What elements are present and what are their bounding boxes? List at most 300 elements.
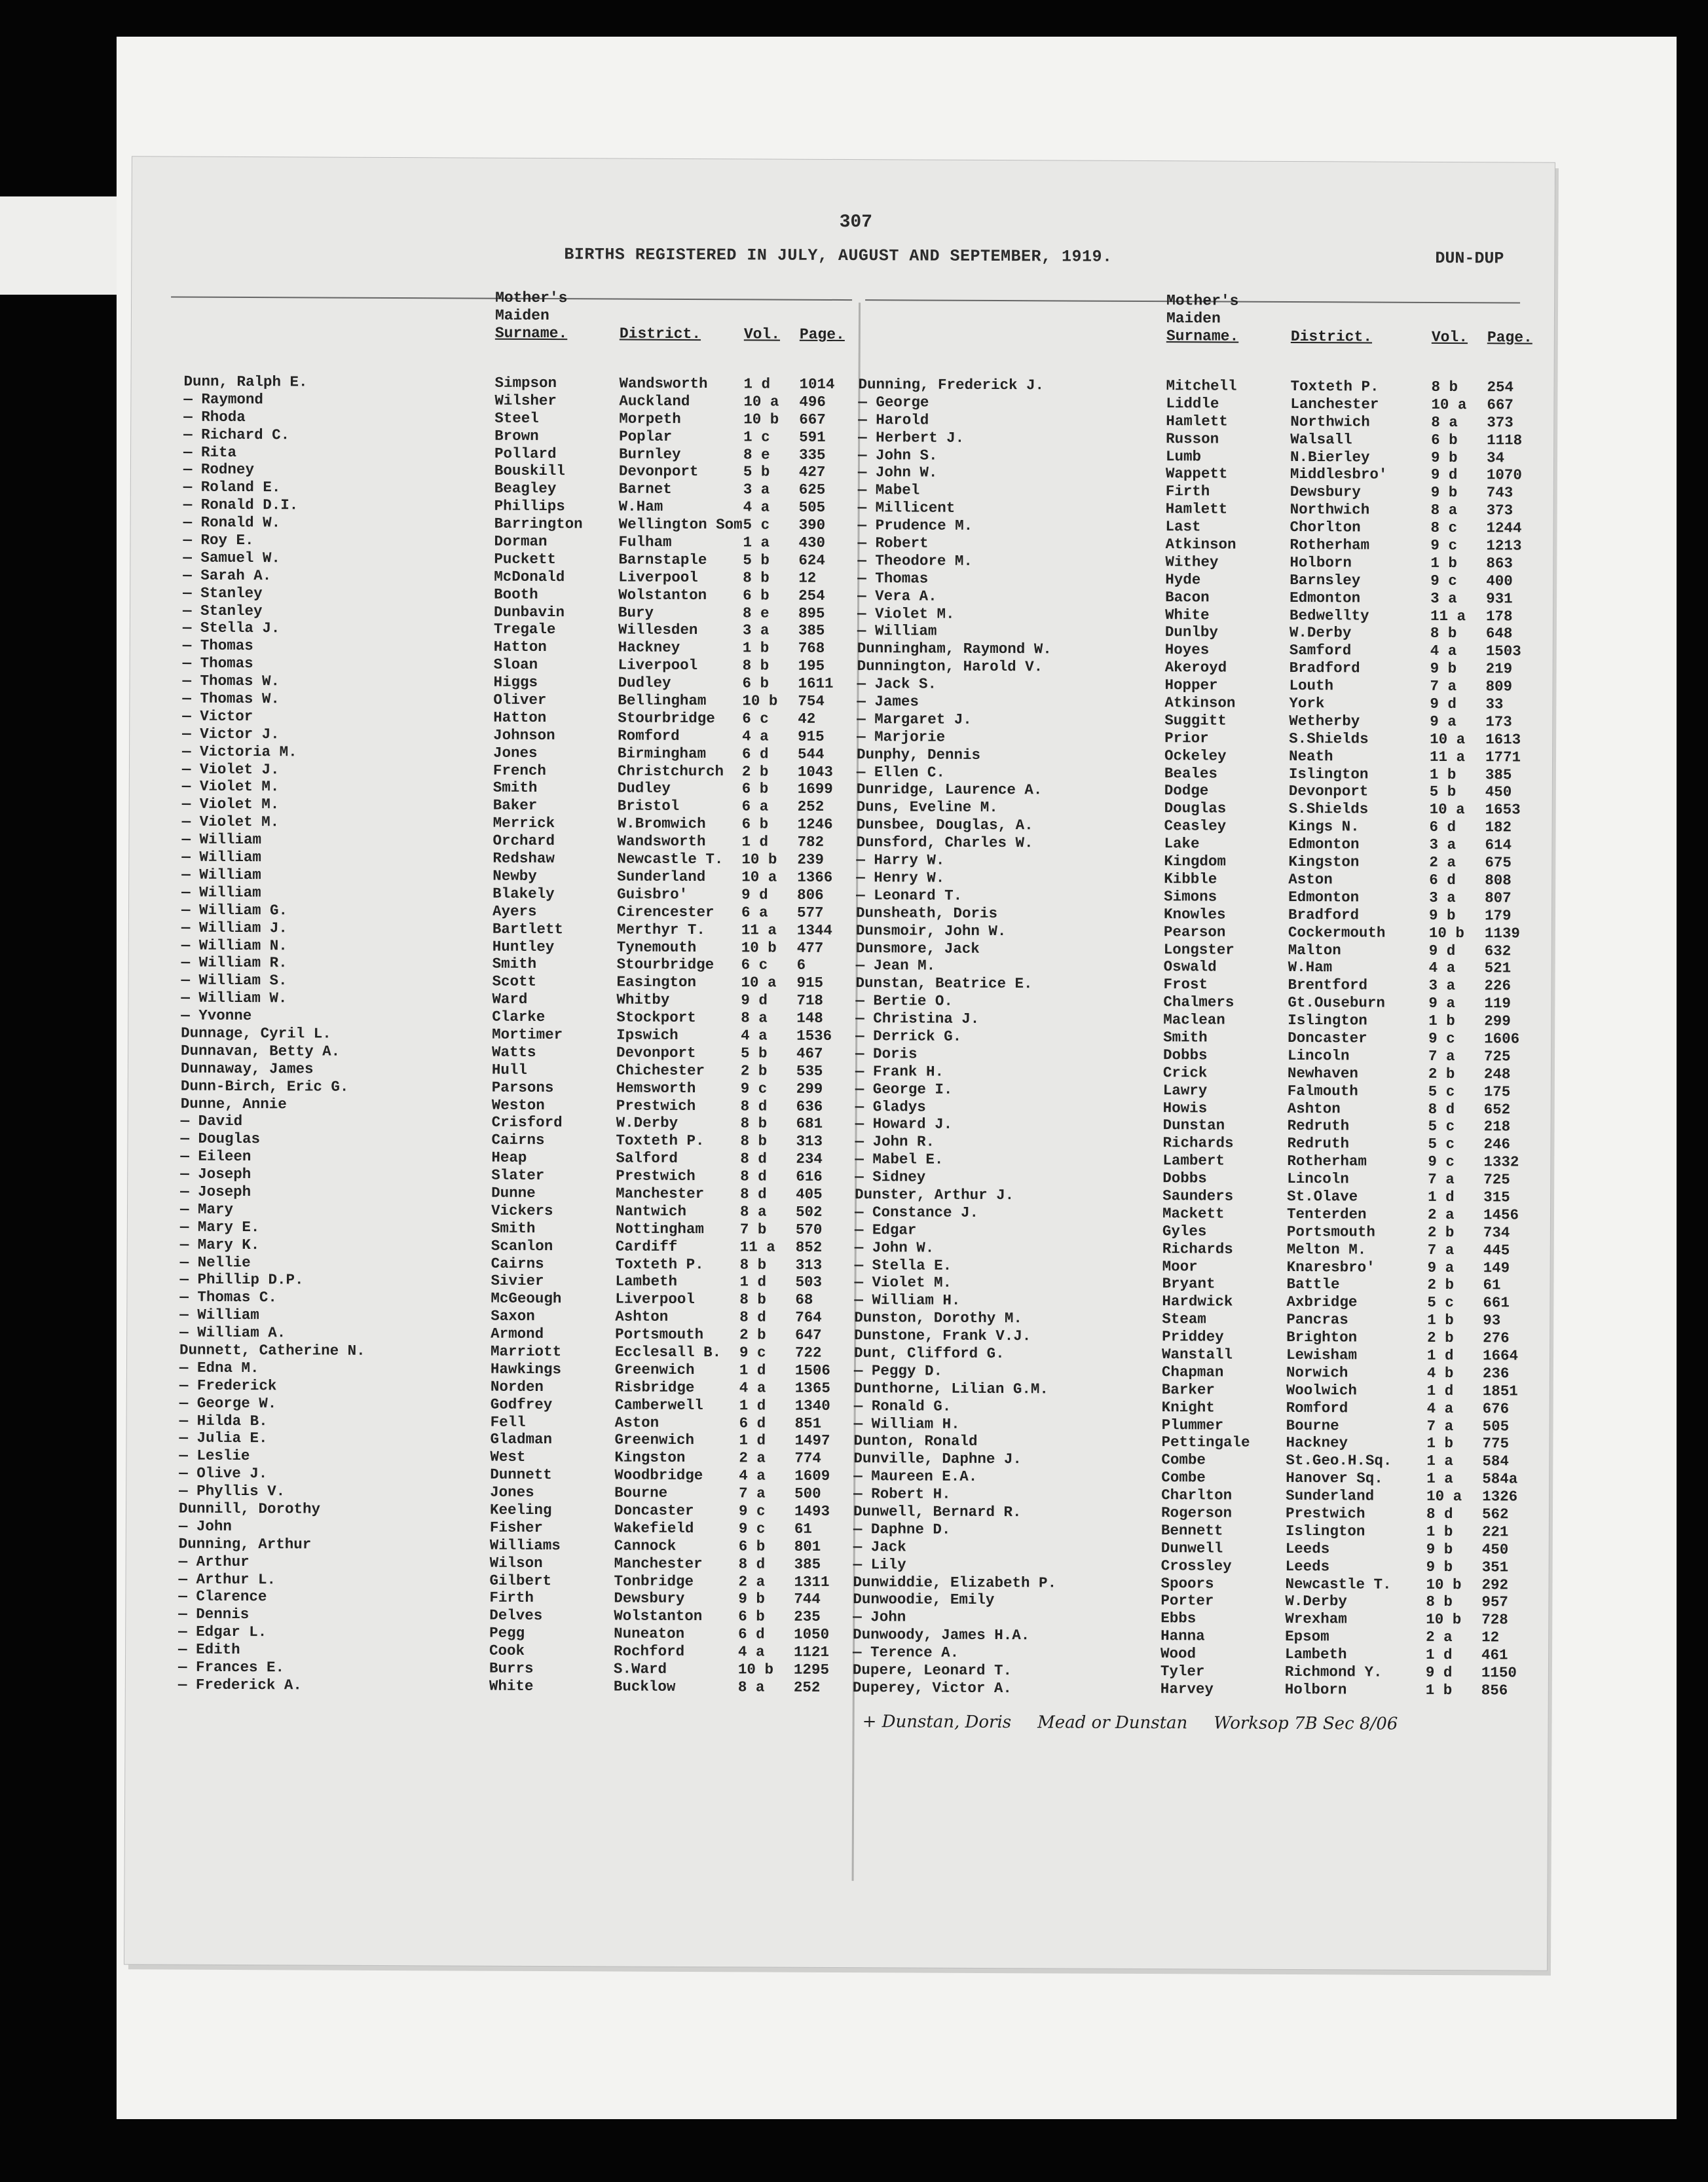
entry-mother: Weston (491, 1096, 545, 1114)
entry-vol: 6 b (741, 815, 769, 833)
entry-page: 863 (1486, 555, 1513, 572)
entry-mother: Dodge (1164, 782, 1209, 800)
entry-vol: 6 b (738, 1608, 765, 1625)
entry-district: Manchester (616, 1185, 705, 1203)
entry-mother: Longster (1163, 940, 1235, 959)
entry-district: Aston (1288, 870, 1333, 889)
entry-page: 477 (796, 939, 824, 957)
entry-mother: Barrington (494, 515, 583, 533)
entry-district: Walsall (1290, 430, 1352, 449)
entry-vol: 9 c (1430, 536, 1458, 555)
entry-page: 1506 (794, 1361, 831, 1379)
entry-vol: 4 a (741, 1027, 768, 1045)
entry-mother: Wappett (1165, 465, 1228, 483)
entry-mother: Harvey (1160, 1680, 1214, 1698)
entry-name: — George I. (855, 1080, 953, 1098)
entry-page: 1365 (794, 1379, 830, 1397)
entry-name: — Thomas (182, 654, 253, 673)
entry-district: Greenwich (614, 1431, 695, 1449)
entry-page: 218 (1483, 1118, 1511, 1136)
entry-name: — Mary E. (179, 1218, 260, 1236)
entry-district: Tenterden (1286, 1205, 1367, 1223)
entry-vol: 1 b (1428, 1012, 1455, 1030)
entry-vol: 5 c (1428, 1082, 1455, 1100)
entry-vol: 8 d (740, 1185, 767, 1203)
entry-name: — Nellie (179, 1253, 251, 1271)
entry-district: Epsom (1285, 1628, 1329, 1646)
entry-page: 248 (1483, 1065, 1511, 1083)
entry-vol: 5 c (1427, 1294, 1454, 1312)
entry-name: — Victoria M. (182, 743, 297, 761)
entry-district: Toxteth P. (1290, 377, 1379, 396)
entry-mother: Booth (494, 585, 538, 603)
entry-vol: 6 d (1429, 871, 1456, 889)
column-header-vol: Vol. (743, 325, 781, 343)
entry-name: Dunnage, Cyril L. (181, 1024, 331, 1043)
entry-vol: 5 c (743, 516, 770, 534)
entry-district: Ecclesall B. (615, 1343, 722, 1361)
entry-name: Dunwoodie, Emily (853, 1591, 995, 1609)
entry-mother: Atkinson (1164, 694, 1236, 712)
entry-name: — Violet M. (181, 778, 280, 796)
entry-page: 315 (1483, 1189, 1510, 1206)
entry-name: — Theodore M. (857, 552, 973, 570)
entry-page: 744 (794, 1591, 821, 1608)
entry-page: 148 (796, 1009, 823, 1027)
surname-range: DUN-DUP (1435, 248, 1504, 268)
entry-vol: 1 d (739, 1396, 766, 1415)
entry-mother: Knight (1161, 1398, 1215, 1416)
entry-mother: Ebbs (1160, 1610, 1197, 1627)
entry-mother: Akeroyd (1164, 659, 1227, 676)
entry-page: 175 (1483, 1082, 1511, 1101)
entry-page: 806 (797, 886, 824, 904)
entry-vol: 10 a (741, 868, 777, 886)
entry-district: Lincoln (1287, 1170, 1349, 1188)
entry-name: Dunnett, Catherine N. (179, 1341, 365, 1359)
entry-mother: Hull (491, 1061, 528, 1079)
entry-mother: Pollard (494, 445, 557, 462)
entry-mother: Mackett (1162, 1205, 1225, 1223)
entry-page: 562 (1481, 1506, 1509, 1523)
entry-name: — Arthur (178, 1553, 250, 1570)
entry-vol: 8 d (740, 1150, 767, 1168)
entry-page: 725 (1483, 1171, 1510, 1189)
entry-page: 12 (798, 569, 817, 587)
entry-name: Dunnington, Harold V. (857, 657, 1043, 676)
entry-district: Wandsworth (617, 832, 706, 851)
entry-vol: 1 d (743, 375, 771, 393)
entry-name: — Stanley (183, 584, 263, 602)
entry-district: Liverpool (618, 656, 698, 675)
entry-district: Bucklow (613, 1678, 676, 1695)
entry-name: — William (181, 883, 261, 901)
entry-mother: Marriott (491, 1342, 562, 1361)
entry-vol: 4 a (1426, 1399, 1454, 1417)
entry-district: Redruth (1287, 1135, 1350, 1153)
entry-name: — Margaret J. (857, 711, 972, 728)
entry-name: — Peggy D. (853, 1361, 943, 1380)
entry-page: 577 (796, 904, 824, 921)
entry-district: Sunderland (617, 868, 706, 886)
entry-vol: 2 b (1427, 1329, 1454, 1347)
entry-name: — Henry W. (856, 869, 945, 887)
entry-name: — Terence A. (853, 1644, 959, 1661)
entry-name: — Thomas (857, 569, 929, 587)
entry-district: Edmonton (1290, 589, 1361, 607)
entry-mother: Porter (1160, 1592, 1214, 1610)
entry-vol: 9 c (738, 1502, 766, 1520)
entry-district: Bradford (1289, 659, 1360, 677)
entry-mother: Lake (1164, 835, 1200, 853)
entry-vol: 1 b (1430, 554, 1457, 572)
entry-mother: Simpson (494, 374, 557, 392)
entry-mother: Firth (489, 1589, 534, 1607)
entry-district: W.Derby (1285, 1593, 1347, 1610)
entry-district: Northwich (1290, 501, 1370, 519)
entry-district: St.Olave (1287, 1187, 1358, 1206)
entry-mother: West (490, 1449, 526, 1466)
entry-vol: 8 e (743, 445, 770, 464)
entry-page: 1493 (794, 1502, 830, 1520)
entry-name: — William S. (181, 971, 288, 989)
entry-district: Willesden (618, 621, 698, 639)
entry-vol: 1 b (1429, 766, 1457, 783)
entry-vol: 8 b (1426, 1593, 1453, 1611)
entry-vol: 3 a (1429, 836, 1457, 854)
entry-page: 734 (1483, 1224, 1510, 1242)
entry-vol: 8 c (1430, 519, 1458, 537)
entry-page: 808 (1485, 872, 1512, 889)
column-header-mother: Mother's Maiden Surname. (1166, 292, 1239, 345)
entry-mother: Cairns (491, 1255, 544, 1272)
entry-district: Holborn (1284, 1680, 1347, 1699)
entry-page: 430 (798, 534, 826, 551)
entry-name: — Doris (855, 1045, 918, 1063)
entry-name: — Bertie O. (855, 992, 954, 1010)
entry-page: 743 (1486, 484, 1513, 502)
entry-district: Redruth (1287, 1117, 1350, 1135)
entry-page: 809 (1485, 678, 1513, 695)
entry-name: Dunnill, Dorothy (178, 1500, 321, 1518)
entry-mother: Barker (1161, 1380, 1215, 1399)
entry-page: 179 (1484, 907, 1512, 925)
entry-district: Kingston (614, 1449, 686, 1467)
entry-mother: Lumb (1165, 447, 1202, 465)
entry-name: — John S. (857, 446, 938, 464)
entry-page: 252 (793, 1678, 821, 1696)
entry-district: Leeds (1285, 1540, 1330, 1558)
entry-vol: 2 a (1426, 1629, 1453, 1646)
entry-name: — Frances E. (177, 1658, 285, 1676)
entry-mother: Mitchell (1166, 377, 1237, 395)
entry-mother: Bryant (1162, 1275, 1216, 1293)
entry-page: 1653 (1485, 801, 1521, 819)
entry-vol: 6 a (741, 798, 769, 815)
entry-name: — Gladys (855, 1098, 926, 1116)
entry-vol: 9 a (1430, 712, 1457, 731)
entry-mother: Bacon (1165, 588, 1210, 606)
entry-vol: 10 a (741, 974, 777, 991)
entry-name: Dunster, Arthur J. (855, 1186, 1014, 1204)
entry-page: 505 (798, 498, 826, 517)
entry-vol: 6 b (1431, 431, 1458, 449)
entry-district: Tynemouth (616, 938, 697, 956)
entry-mother: Scott (492, 972, 537, 991)
entry-name: Dunwell, Bernard R. (853, 1503, 1022, 1521)
entry-name: — David (180, 1113, 243, 1130)
entry-district: Camberwell (614, 1396, 703, 1414)
entry-mother: Crick (1162, 1063, 1208, 1082)
entry-vol: 5 b (741, 1045, 768, 1062)
entry-vol: 8 e (742, 604, 770, 622)
entry-mother: Gladman (490, 1431, 553, 1449)
entry-district: Ashton (615, 1308, 669, 1326)
entry-mother: Blakely (492, 885, 555, 902)
entry-mother: Hamlett (1165, 500, 1228, 518)
entry-vol: 9 d (1430, 695, 1457, 713)
entry-district: Dudley (617, 780, 671, 798)
entry-mother: Russon (1166, 430, 1219, 448)
entry-mother: Parsons (491, 1079, 554, 1096)
entry-district: Samford (1289, 642, 1352, 659)
entry-name: — Frederick A. (177, 1676, 302, 1694)
entry-vol: 2 b (1428, 1065, 1455, 1082)
entry-name: Dunsford, Charles W. (856, 834, 1033, 852)
entry-name: — John W. (854, 1238, 935, 1257)
entry-district: Doncaster (614, 1502, 694, 1520)
entry-vol: 5 b (1429, 783, 1457, 801)
entry-mother: Godfrey (490, 1396, 553, 1413)
entry-page: 236 (1482, 1365, 1510, 1382)
entry-name: — William H. (853, 1415, 960, 1433)
entry-mother: Keeling (489, 1501, 552, 1519)
entry-district: Falmouth (1287, 1082, 1358, 1100)
annotation-text: + Dunstan, Doris (862, 1712, 1012, 1733)
entry-vol: 11 a (739, 1238, 775, 1256)
entry-name: Dunt, Clifford G. (854, 1344, 1005, 1363)
column-header-district: District. (1290, 327, 1373, 346)
entry-district: Rotherham (1287, 1153, 1367, 1170)
entry-mother: Oswald (1163, 958, 1217, 976)
entry-vol: 10 b (1426, 1611, 1462, 1629)
entry-name: — Rhoda (183, 408, 246, 426)
entry-name: Dunnaway, James (180, 1060, 314, 1078)
entry-name: — John W. (857, 464, 938, 482)
entry-vol: 1 d (741, 833, 769, 851)
entry-district: S.Shields (1288, 800, 1369, 818)
entry-vol: 10 a (743, 393, 779, 411)
entry-page: 12 (1481, 1629, 1500, 1646)
entry-name: — Phyllis V. (179, 1482, 286, 1500)
entry-page: 584a (1482, 1470, 1518, 1488)
entry-page: 591 (799, 428, 826, 446)
entry-page: 221 (1481, 1523, 1509, 1541)
entry-name: — Robert H. (853, 1485, 951, 1503)
entry-page: 667 (799, 411, 826, 428)
entry-page: 313 (795, 1256, 823, 1274)
entry-name: Dunsbee, Douglas, A. (856, 816, 1033, 834)
entry-name: — William (181, 866, 261, 884)
entry-district: Wolstanton (618, 586, 707, 604)
entry-mother: Ockeley (1164, 747, 1227, 765)
entry-vol: 9 c (1430, 572, 1457, 589)
entry-vol: 8 a (741, 1009, 768, 1027)
entry-mother: White (1164, 606, 1210, 624)
entry-name: Dunwoody, James H.A. (853, 1626, 1030, 1644)
entry-district: Birmingham (618, 745, 707, 762)
entry-name: — Sarah A. (183, 566, 272, 585)
entry-vol: 3 a (742, 621, 770, 639)
entry-vol: 5 b (743, 551, 770, 569)
entry-page: 1295 (793, 1661, 830, 1678)
entry-page: 1332 (1483, 1153, 1519, 1171)
entry-name: — William J. (181, 919, 288, 936)
entry-district: Newcastle T. (617, 850, 724, 868)
entry-page: 445 (1483, 1241, 1510, 1259)
entry-vol: 1 a (1426, 1470, 1453, 1488)
entry-name: — Joseph (180, 1165, 251, 1183)
entry-mother: Charlton (1161, 1487, 1233, 1504)
entry-vol: 2 b (740, 1062, 768, 1080)
entry-page: 276 (1483, 1329, 1510, 1347)
entry-name: — Phillip D.P. (179, 1271, 304, 1289)
entries-right (852, 376, 1523, 1699)
entry-vol: 4 a (739, 1379, 766, 1397)
entry-vol: 6 c (742, 710, 769, 728)
entry-name: Dunningham, Raymond W. (857, 640, 1052, 658)
entry-page: 467 (796, 1045, 823, 1062)
entry-page: 195 (798, 657, 825, 675)
entry-page: 1050 (794, 1625, 830, 1644)
entry-district: Malton (1288, 941, 1341, 959)
entry-vol: 6 b (741, 780, 769, 798)
entry-page: 856 (1481, 1682, 1508, 1699)
entry-vol: 8 a (1431, 413, 1458, 431)
entry-vol: 6 d (738, 1625, 765, 1643)
entry-mother: Tyler (1160, 1663, 1205, 1680)
entry-name: — Ronald D.I. (183, 496, 299, 514)
entry-mother: Hamlett (1166, 412, 1228, 430)
entry-mother: Lawry (1162, 1081, 1208, 1100)
entry-page: 503 (795, 1274, 823, 1291)
entry-name: — Edith (178, 1640, 240, 1659)
handwritten-annotation (863, 1712, 1424, 1734)
entry-name: — George W. (179, 1394, 277, 1412)
entry-name: — Derrick G. (855, 1027, 962, 1045)
entry-name: — Mabel E. (855, 1151, 944, 1168)
entry-district: Stourbridge (616, 955, 715, 974)
entry-mother: Phillips (494, 497, 565, 515)
entry-mother: Crisford (491, 1114, 563, 1132)
entry-vol: 8 b (740, 1132, 768, 1150)
entry-vol: 9 c (1428, 1153, 1455, 1171)
entry-page: 667 (1487, 396, 1513, 414)
entry-name: — Violet J. (181, 760, 280, 778)
entry-mother: Oliver (493, 691, 547, 709)
entry-name: — Violet M. (181, 795, 280, 813)
entry-mother: Orchard (492, 832, 555, 850)
entry-name: — Thomas W. (182, 690, 280, 708)
entry-vol: 8 b (742, 657, 770, 675)
entry-district: Doncaster (1288, 1029, 1367, 1047)
entry-mother: Norden (490, 1378, 544, 1396)
entry-mother: Saunders (1162, 1187, 1234, 1205)
entry-page: 915 (796, 974, 824, 992)
entry-vol: 2 a (738, 1572, 766, 1591)
entry-district: Nantwich (615, 1202, 687, 1220)
entry-district: S.Shields (1289, 730, 1369, 748)
entry-vol: 8 d (740, 1097, 768, 1115)
entry-mother: French (492, 762, 547, 779)
entry-vol: 9 d (1425, 1663, 1453, 1682)
entry-vol: 9 c (1428, 1029, 1455, 1048)
entry-vol: 10 b (743, 411, 779, 428)
entry-name: — Jean M. (855, 957, 936, 975)
entry-vol: 1 a (743, 534, 770, 551)
entry-mother: Hawkings (490, 1360, 562, 1378)
entry-district: Rochford (614, 1642, 685, 1661)
entry-mother: Hatton (493, 709, 547, 726)
entry-district: Edmonton (1288, 888, 1360, 906)
entry-page: 675 (1485, 854, 1512, 872)
entry-district: Cockermouth (1288, 923, 1386, 942)
entry-name: — Millicent (857, 499, 956, 517)
entry-mother: Howis (1162, 1099, 1208, 1117)
entry-district: Bristol (617, 797, 680, 815)
entry-district: Ipswich (616, 1026, 678, 1044)
entry-page: 1771 (1485, 749, 1521, 766)
entry-name: Dunning, Arthur (178, 1535, 312, 1553)
entry-district: Hackney (1286, 1434, 1348, 1452)
entry-vol: 6 d (1429, 819, 1457, 836)
entry-vol: 2 a (1427, 1206, 1455, 1223)
entry-mother: Armond (491, 1325, 544, 1343)
entry-name: Dunridge, Laurence A. (856, 781, 1043, 799)
entry-district: Wrexham (1285, 1610, 1347, 1628)
entry-page: 570 (795, 1221, 823, 1238)
entry-name: Dunphy, Dennis (857, 745, 981, 764)
entry-mother: Knowles (1163, 905, 1226, 923)
entry-vol: 10 b (1426, 1576, 1462, 1593)
entry-name: Dunstone, Frank V.J. (854, 1327, 1031, 1345)
entry-district: N.Bierley (1290, 448, 1370, 466)
entry-name: — Edgar (854, 1221, 917, 1239)
entry-district: Kingston (1288, 853, 1360, 871)
entry-mother: Richards (1162, 1134, 1234, 1152)
entry-name: Dunne, Annie (180, 1095, 287, 1113)
entry-name: — William (181, 848, 261, 866)
entry-vol: 8 d (739, 1308, 766, 1326)
entry-name: Dunton, Ronald (853, 1432, 978, 1451)
entry-vol: 9 d (741, 991, 768, 1009)
entry-district: Prestwich (1285, 1504, 1365, 1523)
entry-name: — Jack S. (857, 675, 937, 693)
entry-page: 68 (795, 1291, 813, 1309)
entry-vol: 8 b (739, 1291, 766, 1308)
entry-vol: 10 b (741, 938, 777, 957)
entry-mother: Sivier (491, 1272, 544, 1290)
entry-name: — John (178, 1517, 232, 1535)
entry-vol: 7 b (739, 1221, 767, 1238)
entry-district: Poplar (619, 428, 673, 445)
entry-district: Cannock (614, 1537, 677, 1555)
entry-vol: 9 a (1427, 1259, 1455, 1276)
entry-district: Barnstaple (618, 551, 707, 569)
entry-mother: Atkinson (1165, 536, 1236, 553)
entry-vol: 4 a (743, 498, 770, 516)
entry-vol: 1 c (743, 428, 770, 446)
